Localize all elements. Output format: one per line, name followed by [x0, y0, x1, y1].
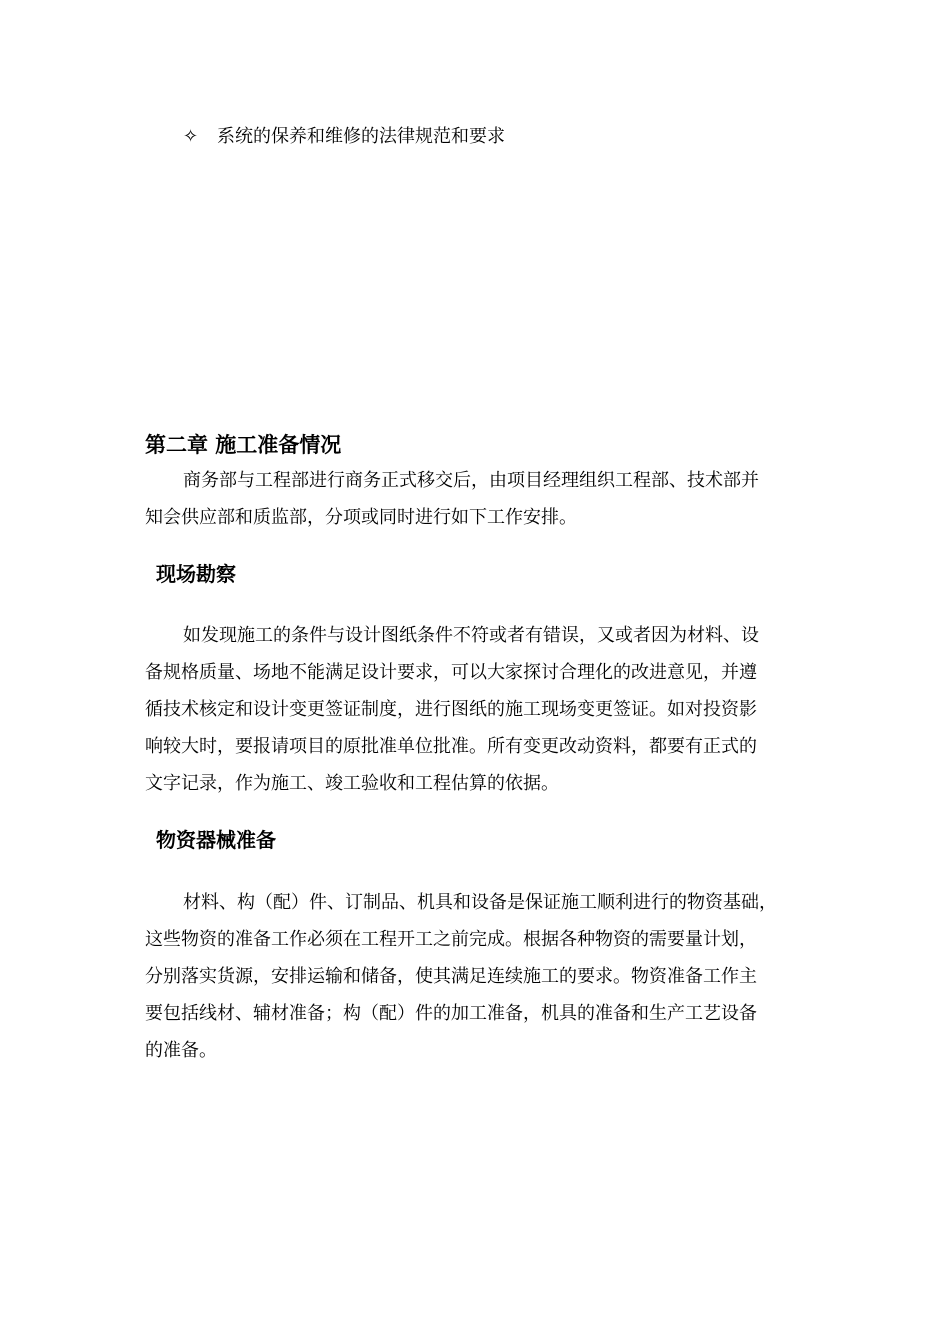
diamond-star-icon: ✧	[183, 126, 199, 147]
paragraph-line: 的准备。	[145, 1040, 217, 1061]
paragraph-line: 知会供应部和质监部，分项或同时进行如下工作安排。	[145, 507, 577, 528]
section-title-site-survey: 现场勘察	[156, 562, 236, 586]
paragraph-line: 分别落实货源，安排运输和储备，使其满足连续施工的要求。物资准备工作主	[145, 966, 757, 987]
paragraph-line: 响较大时，要报请项目的原批准单位批准。所有变更改动资料，都要有正式的	[145, 736, 757, 757]
paragraph-line: 要包括线材、辅材准备；构（配）件的加工准备，机具的准备和生产工艺设备	[145, 1003, 757, 1024]
chapter-intro-paragraph	[145, 462, 810, 536]
paragraph-line: 商务部与工程部进行商务正式移交后，由项目经理组织工程部、技术部并	[183, 470, 759, 491]
bullet-item	[183, 124, 505, 150]
chapter-title: 第二章 施工准备情况	[145, 433, 342, 457]
paragraph-line: 备规格质量、场地不能满足设计要求，可以大家探讨合理化的改进意见，并遵	[145, 662, 757, 683]
materials-equipment-paragraph	[145, 884, 810, 1069]
paragraph-line: 材料、构（配）件、订制品、机具和设备是保证施工顺利进行的物资基础，	[183, 892, 777, 913]
section-title-materials-equipment: 物资器械准备	[156, 828, 276, 852]
paragraph-line: 文字记录，作为施工、竣工验收和工程估算的依据。	[145, 773, 559, 794]
site-survey-paragraph	[145, 617, 810, 802]
paragraph-line: 这些物资的准备工作必须在工程开工之前完成。根据各种物资的需要量计划，	[145, 929, 757, 950]
bullet-text: 系统的保养和维修的法律规范和要求	[217, 126, 505, 147]
paragraph-line: 如发现施工的条件与设计图纸条件不符或者有错误，又或者因为材料、设	[183, 625, 759, 646]
paragraph-line: 循技术核定和设计变更签证制度，进行图纸的施工现场变更签证。如对投资影	[145, 699, 757, 720]
